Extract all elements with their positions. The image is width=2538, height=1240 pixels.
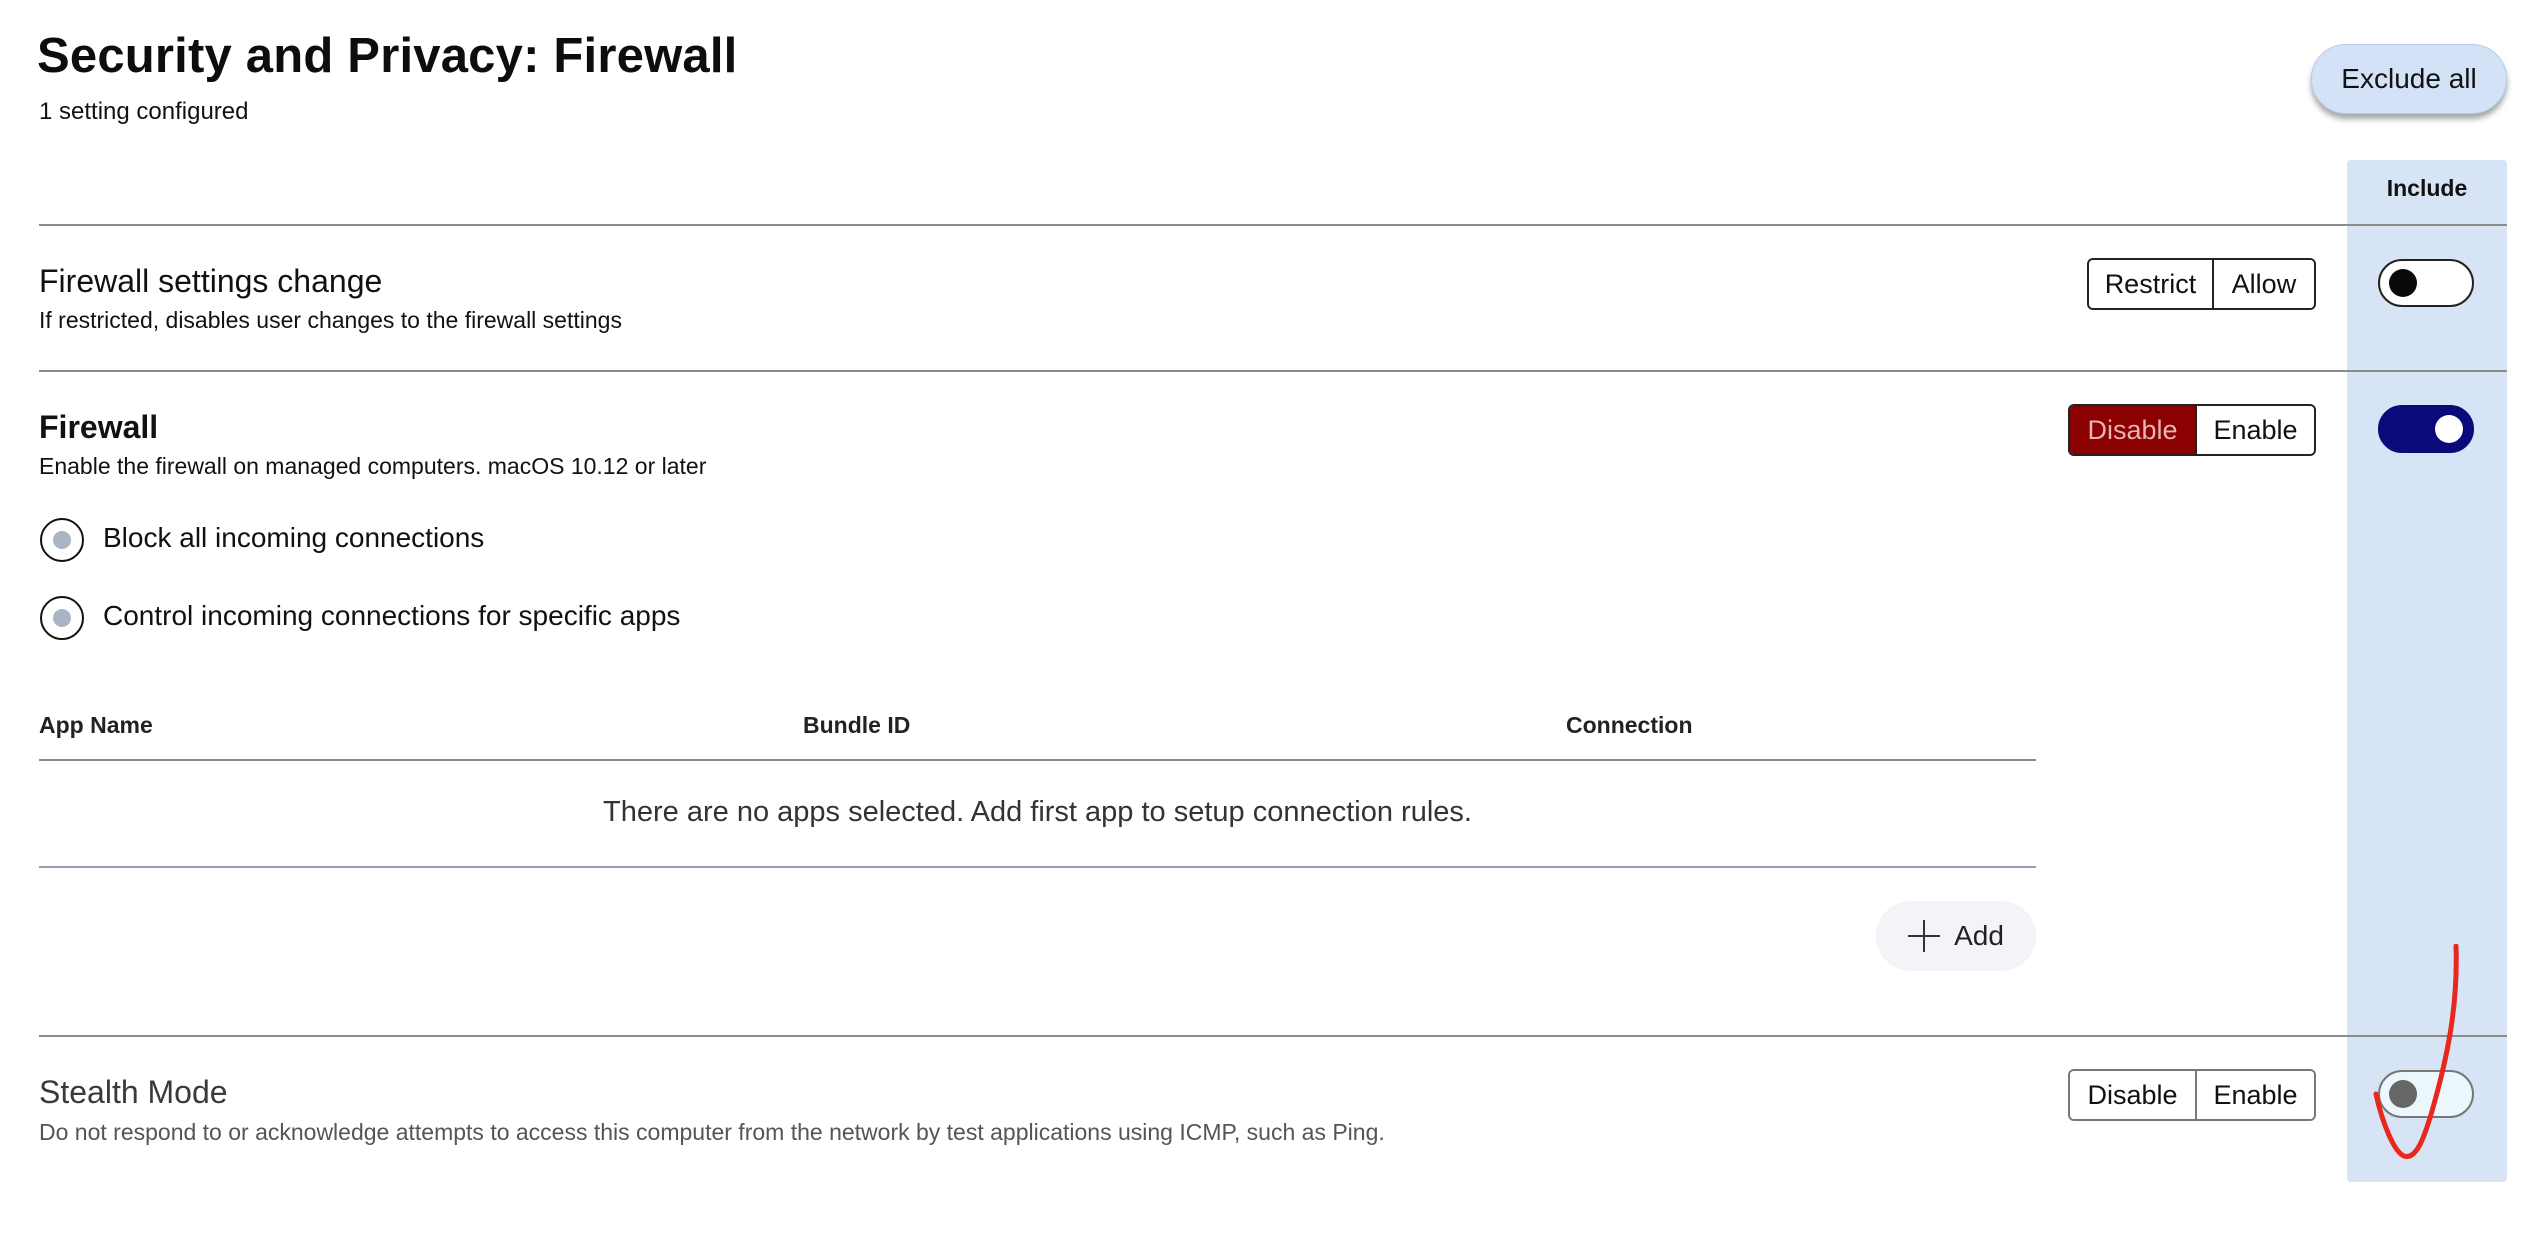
column-header-bundle-id[interactable]: Bundle ID [803,712,911,738]
control-specific-apps-label[interactable]: Control incoming connections for specific apps [103,600,681,631]
firewall-settings-change-segmented [2087,258,2316,310]
table-header-divider [39,759,2036,761]
empty-table-message: There are no apps selected. Add first app to setup connection rules. [603,796,1472,828]
radio-dot [53,531,71,549]
firewall-settings-change-include-toggle[interactable] [2378,259,2474,307]
plus-icon [1908,920,1940,952]
firewall-include-toggle[interactable] [2378,405,2474,453]
stealth-mode-title: Stealth Mode [39,1074,228,1110]
include-column [2347,160,2507,1182]
section-divider [39,370,2507,372]
add-app-button[interactable] [1876,901,2036,971]
toggle-knob [2435,415,2463,443]
firewall-disable-option[interactable]: Disable [2070,406,2195,454]
include-column-header: Include [2386,175,2468,201]
stealth-mode-include-toggle[interactable] [2378,1070,2474,1118]
column-header-connection[interactable]: Connection [1566,712,1693,738]
firewall-title: Firewall [39,409,159,445]
section-divider [39,1035,2507,1037]
exclude-all-button[interactable]: Exclude all [2311,44,2507,114]
block-all-label[interactable]: Block all incoming connections [103,522,485,553]
control-specific-apps-radio[interactable] [40,596,84,640]
table-bottom-divider [39,866,2036,868]
configured-count: 1 setting configured [39,98,249,125]
toggle-knob [2389,269,2417,297]
page-title: Security and Privacy: Firewall [37,29,738,83]
stealth-mode-description: Do not respond to or acknowledge attempts to access this computer from the network by test applications using ICMP, such as Ping. [39,1119,1385,1145]
column-header-app-name[interactable]: App Name [39,712,153,738]
toggle-knob [2389,1080,2417,1108]
allow-option[interactable]: Allow [2212,260,2314,308]
firewall-enable-option[interactable]: Enable [2195,406,2314,454]
radio-dot [53,609,71,627]
header-divider [39,224,2507,226]
stealth-mode-segmented [2068,1069,2316,1121]
firewall-settings-change-title: Firewall settings change [39,263,383,299]
firewall-segmented [2068,404,2316,456]
stealth-disable-option[interactable]: Disable [2070,1071,2195,1119]
firewall-description: Enable the firewall on managed computers. macOS 10.12 or later [39,453,707,479]
add-app-label: Add [1954,920,2004,951]
stealth-enable-option[interactable]: Enable [2195,1071,2314,1119]
restrict-option[interactable]: Restrict [2089,260,2212,308]
block-all-radio[interactable] [40,518,84,562]
firewall-settings-change-description: If restricted, disables user changes to the firewall settings [39,307,622,333]
